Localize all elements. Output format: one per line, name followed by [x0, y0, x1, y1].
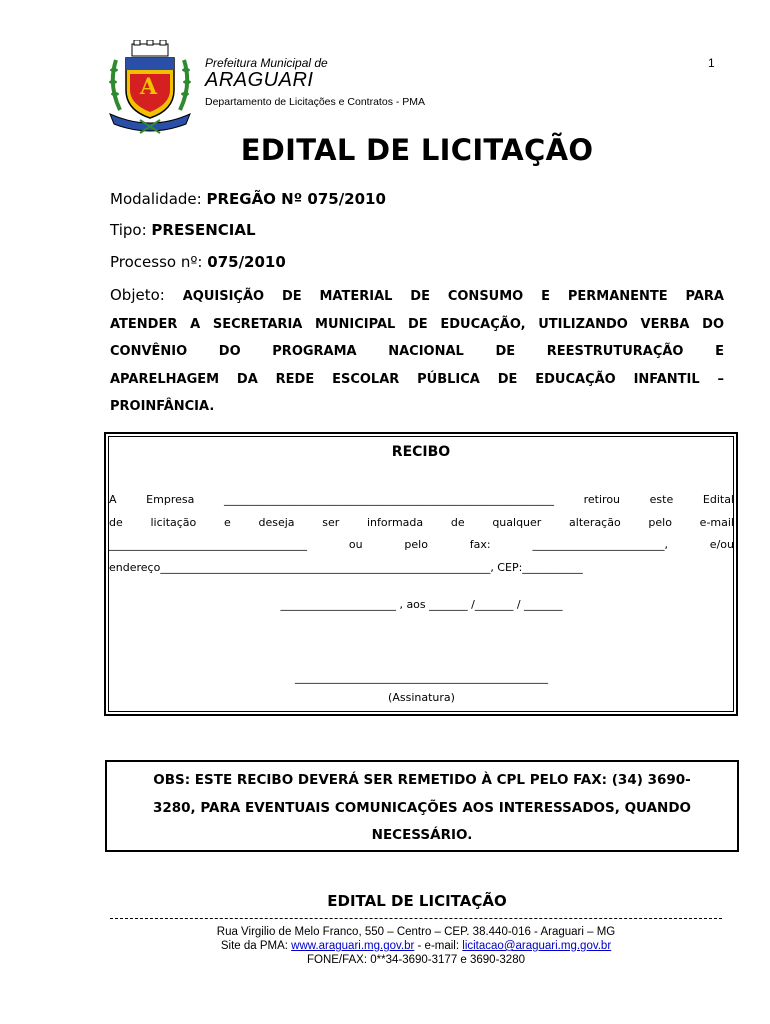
- field-objeto: [110, 282, 724, 421]
- objeto-line-text: AQUISIÇÃO DE MATERIAL DE CONSUMO E PERMANENTE PARA: [182, 289, 724, 304]
- processo-value: 075/2010: [207, 253, 286, 271]
- field-modalidade: [110, 190, 386, 208]
- tipo-label: Tipo:: [110, 221, 147, 239]
- email-label: - e-mail:: [417, 940, 460, 952]
- footer-site-email: [110, 940, 722, 952]
- email-link[interactable]: licitacao@araguari.mg.gov.br: [462, 940, 612, 952]
- department-name: Departamento de Licitações e Contratos - PMA: [205, 96, 426, 108]
- institution-city: ARAGUARI: [205, 69, 314, 91]
- recibo-date-line: _____________________ , aos _______ /_______ / _______: [280, 598, 563, 611]
- modalidade-label: Modalidade:: [110, 190, 202, 208]
- footer-title: EDITAL DE LICITAÇÃO: [327, 892, 507, 910]
- processo-label: Processo nº:: [110, 253, 203, 271]
- objeto-line: ATENDER A SECRETARIA MUNICIPAL DE EDUCAÇÃO, UTILIZANDO VERBA DO: [110, 316, 724, 332]
- recibo-signature-label: (Assinatura): [388, 691, 455, 704]
- obs-line: 3280, PARA EVENTUAIS COMUNICAÇÕES AOS INTERESSADOS, QUANDO: [152, 799, 692, 816]
- site-link[interactable]: www.araguari.mg.gov.br: [291, 940, 415, 952]
- field-processo: [110, 253, 286, 271]
- araguari-crest-logo: [106, 40, 194, 134]
- recibo-line-endereco: endereço____________________________________________________________, CEP:___________: [109, 561, 583, 574]
- objeto-line: [110, 282, 724, 311]
- obs-text: [105, 767, 739, 850]
- recibo-signature-line: ______________________________________________: [295, 671, 548, 684]
- objeto-line: APARELHAGEM DA REDE ESCOLAR PÚBLICA DE EDUCAÇÃO INFANTIL –: [110, 371, 724, 387]
- footer-address: Rua Virgilio de Melo Franco, 550 – Centro – CEP. 38.440-016 - Araguari – MG: [216, 926, 616, 938]
- page-title: EDITAL DE LICITAÇÃO: [240, 133, 594, 167]
- obs-line: NECESSÁRIO.: [371, 827, 473, 843]
- recibo-title: RECIBO: [391, 444, 451, 460]
- recibo-line-fax: ____________________________________ ou pelo fax: ________________________, e/ou: [109, 538, 734, 551]
- page-number: 1: [708, 56, 715, 70]
- crest-letter: A: [140, 74, 158, 100]
- objeto-line: PROINFÂNCIA.: [110, 399, 215, 414]
- tipo-value: PRESENCIAL: [151, 221, 256, 239]
- modalidade-value: PREGÃO Nº 075/2010: [206, 190, 386, 208]
- footer-divider: [110, 918, 722, 919]
- footer-phone: FONE/FAX: 0**34-3690-3177 e 3690-3280: [306, 954, 525, 966]
- obs-line: OBS: ESTE RECIBO DEVERÁ SER REMETIDO À CPL PELO FAX: (34) 3690-: [153, 772, 691, 788]
- site-label: Site da PMA:: [220, 940, 288, 952]
- institution-prefix: Prefeitura Municipal de: [205, 56, 328, 70]
- objeto-line: CONVÊNIO DO PROGRAMA NACIONAL DE REESTRUTURAÇÃO E: [110, 344, 724, 359]
- recibo-line-empresa: A Empresa ____________________________________________________________ retirou este Edital: [109, 493, 734, 506]
- field-tipo: [110, 221, 256, 239]
- objeto-label: Objeto:: [110, 286, 165, 304]
- recibo-line-licitacao: de licitação e deseja ser informada de qualquer alteração pelo e-mail: [109, 516, 734, 529]
